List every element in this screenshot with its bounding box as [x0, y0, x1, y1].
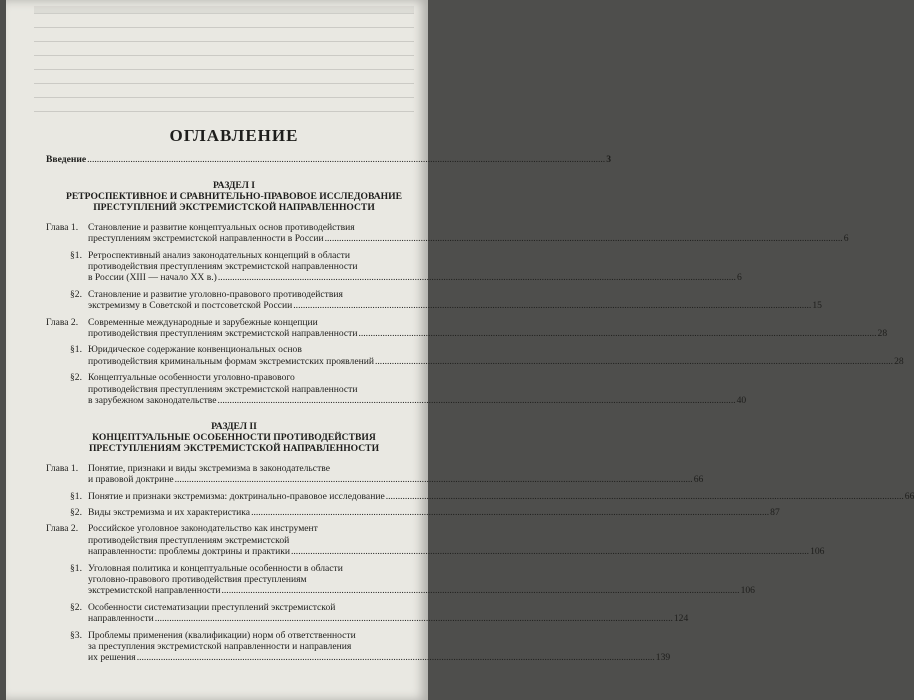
bleed-through-table: [34, 0, 414, 120]
table-of-contents: [46, 126, 914, 669]
entry-label: §2.: [70, 506, 82, 518]
entry-last-line: [88, 507, 780, 518]
entry-page-number: 106: [740, 585, 755, 597]
entry-text-line: в зарубежном законодательстве: [88, 395, 217, 407]
entry-text-line: Становление и развитие концептуальных основ противодействия: [88, 221, 355, 233]
entry-page-number: 28: [894, 355, 904, 367]
entry-last-line: [88, 300, 822, 311]
entry-body: [88, 463, 703, 486]
entry-body: [88, 630, 670, 664]
intro-page: 3: [606, 154, 611, 165]
entry-body: [88, 317, 887, 340]
entry-last-line: [88, 395, 746, 406]
entry-text-line: Современные международные и зарубежные концепции: [88, 316, 318, 328]
entry-page-number: 6: [736, 272, 742, 284]
entry-text-line: противодействия криминальным формам экстремистских проявлений: [88, 355, 374, 367]
toc-chapter-entry: [46, 316, 888, 340]
entry-label: Глава 1.: [46, 462, 79, 474]
dot-leader: [375, 356, 893, 367]
book-page: [6, 0, 914, 700]
entry-label: §2.: [70, 288, 82, 300]
toc-chapter-entry: [46, 523, 825, 558]
entry-text-line: в России (XIII — начало XX в.): [88, 272, 217, 284]
dot-leader: [251, 507, 769, 518]
entry-text-line: и правовой доктрине: [88, 474, 174, 486]
entry-text-line: Особенности систематизации преступлений экстремистской: [88, 601, 336, 613]
entry-label: §1.: [70, 249, 82, 261]
entry-text-line: преступлениям экстремистской направленности в России: [88, 233, 324, 245]
entry-text-line: уголовно-правового противодействия преступлениям: [88, 573, 307, 585]
toc-sections: [46, 179, 914, 664]
dot-leader: [358, 328, 876, 339]
dot-leader: [155, 613, 673, 624]
dot-leader: [291, 546, 809, 557]
dot-leader: [325, 233, 843, 244]
entry-text-line: Понятие, признаки и виды экстремизма в законодательстве: [88, 462, 330, 474]
entry-label: Глава 2.: [46, 316, 79, 328]
toc-paragraph-entry: [46, 601, 689, 625]
entry-label: Глава 2.: [46, 523, 79, 535]
entry-text-line: Становление и развитие уголовно-правового противодействия: [88, 288, 343, 300]
entry-page-number: 15: [812, 300, 822, 312]
section-number: РАЗДЕЛ II: [211, 420, 257, 432]
entry-last-line: [88, 233, 848, 244]
entry-page-number: 139: [655, 652, 671, 664]
entry-text-line: их решения: [88, 652, 136, 664]
entry-body: [88, 563, 755, 597]
entry-body: [88, 491, 914, 502]
entry-text-line: экстремистской направленности: [88, 585, 221, 597]
section-number: РАЗДЕЛ I: [213, 179, 255, 191]
entry-body: [88, 602, 688, 625]
toc-paragraph-entry: [46, 372, 747, 407]
entry-text-line: направленности: проблемы доктрины и практики: [88, 546, 290, 558]
entry-text-line: направленности: [88, 613, 154, 625]
entry-last-line: [88, 328, 887, 339]
entry-last-line: [88, 272, 742, 283]
toc-paragraph-entry: [46, 506, 780, 518]
entry-page-number: 106: [810, 546, 825, 558]
dot-leader: [175, 474, 693, 485]
entry-label: §1.: [70, 490, 82, 502]
entry-text-line: Уголовная политика и концептуальные особенности в области: [88, 562, 343, 574]
entry-last-line: [88, 474, 703, 485]
entry-label: §3.: [70, 629, 82, 641]
entry-last-line: [88, 585, 755, 596]
toc-paragraph-entry: [46, 629, 671, 664]
toc-chapter-entry: [46, 221, 849, 245]
entry-label: §2.: [70, 372, 82, 384]
entry-page-number: 87: [770, 506, 780, 518]
entry-body: [88, 289, 822, 312]
toc-paragraph-entry: [46, 288, 822, 312]
entry-page-number: 66: [693, 474, 704, 486]
entry-text-line: за преступления экстремистской направленности и направления: [88, 641, 352, 652]
entry-text-line: Ретроспективный анализ законодательных концепций в области: [88, 249, 350, 261]
toc-paragraph-entry: [46, 249, 742, 284]
entry-text-line: Юридическое содержание конвенциональных основ: [88, 344, 302, 356]
entry-page-number: 124: [673, 613, 689, 625]
section-heading: [46, 421, 422, 455]
entry-page-number: 40: [736, 395, 747, 407]
dot-leader: [137, 652, 655, 663]
entry-last-line: [88, 546, 824, 557]
entry-last-line: [88, 491, 914, 502]
entry-body: [88, 250, 742, 284]
section-title: РЕТРОСПЕКТИВНОЕ И СРАВНИТЕЛЬНО-ПРАВОВОЕ ИССЛЕДОВАНИЕ ПРЕСТУПЛЕНИЙ ЭКСТРЕМИСТСКОЙ НАПРАВЛЕННОСТИ: [65, 191, 402, 214]
toc-intro-entry: [46, 154, 611, 166]
entry-last-line: [88, 652, 670, 663]
dot-leader: [386, 491, 904, 502]
entry-text-line: противодействия преступлениям экстремистской: [88, 534, 290, 546]
entry-text-line: экстремизму в Советской и постсоветской России: [88, 300, 293, 312]
entry-text-line: Российское уголовное законодательство как инструмент: [88, 523, 318, 535]
dot-leader: [293, 300, 811, 311]
entry-text-line: Понятие и признаки экстремизма: доктринально-правовое исследование: [88, 490, 385, 502]
toc-paragraph-entry: [46, 490, 914, 502]
toc-chapter-entry: [46, 462, 704, 486]
entry-text-line: Проблемы применения (квалификации) норм об ответственности: [88, 629, 356, 641]
entry-page-number: 66: [904, 490, 914, 502]
entry-label: §2.: [70, 601, 82, 613]
entry-text-line: противодействия преступлениям экстремистской направленности: [88, 328, 358, 340]
entry-label: §1.: [70, 344, 82, 356]
section-heading: [46, 180, 422, 214]
entry-text-line: противодействия преступлениям экстремистской направленности: [88, 261, 358, 273]
entry-body: [88, 372, 746, 406]
entry-body: [88, 344, 904, 367]
section-title: КОНЦЕПТУАЛЬНЫЕ ОСОБЕННОСТИ ПРОТИВОДЕЙСТВИЯ ПРЕСТУПЛЕНИЯМ ЭКСТРЕМИСТСКОЙ НАПРАВЛЕННОСТИ: [88, 431, 380, 455]
dot-leader: [218, 272, 736, 283]
entry-last-line: [88, 613, 688, 624]
entry-body: [88, 523, 824, 557]
toc-paragraph-entry: [46, 344, 904, 367]
entry-text-line: Виды экстремизма и их характеристика: [88, 506, 251, 518]
toc-title: ОГЛАВЛЕНИЕ: [169, 126, 299, 145]
intro-label: Введение: [46, 154, 87, 165]
entry-label: Глава 1.: [46, 221, 79, 233]
entry-text-line: противодействия преступлениям экстремистской направленности: [88, 383, 358, 395]
entry-body: [88, 507, 780, 518]
toc-paragraph-entry: [46, 562, 755, 597]
entry-page-number: 6: [843, 233, 849, 245]
entry-last-line: [88, 356, 904, 367]
entry-page-number: 28: [877, 328, 888, 340]
entry-label: §1.: [70, 562, 82, 574]
entry-text-line: Концептуальные особенности уголовно-правового: [88, 372, 295, 384]
entry-body: [88, 222, 848, 245]
dot-leader: [222, 585, 740, 596]
dot-leader: [87, 154, 605, 166]
dot-leader: [218, 395, 736, 406]
